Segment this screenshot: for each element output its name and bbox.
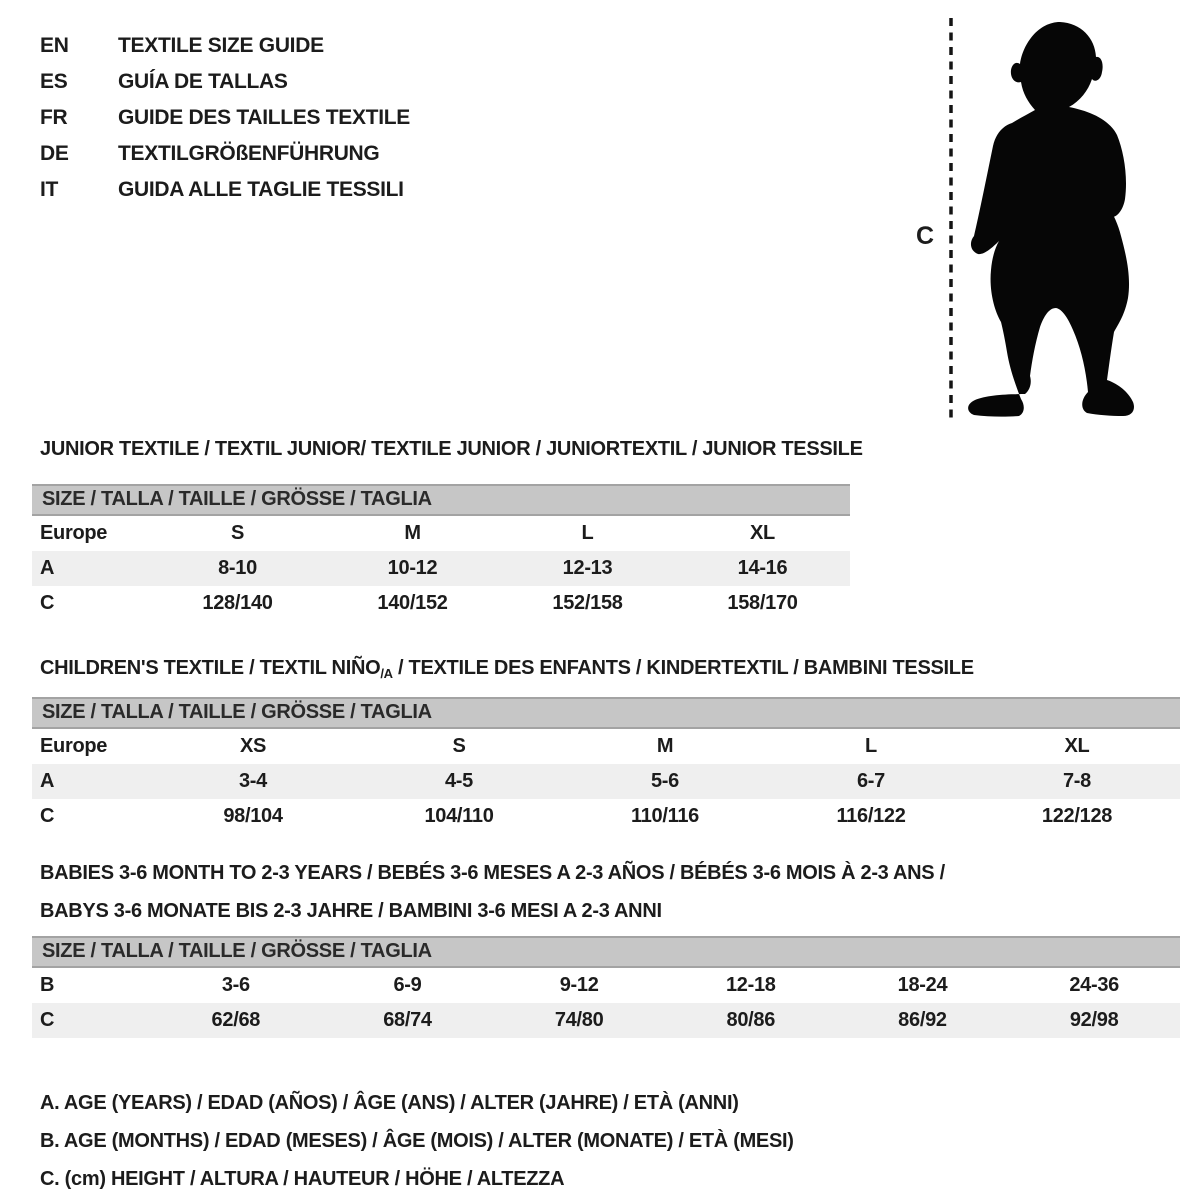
- header: [0, 0, 1200, 430]
- language-title: GUÍA DE TALLAS: [118, 70, 288, 93]
- row-label: A: [40, 557, 55, 579]
- language-code: ES: [40, 70, 68, 93]
- legend-line: C. (cm) HEIGHT / ALTURA / HAUTEUR / HÖHE / ALTEZZA: [40, 1168, 565, 1190]
- section-title: [40, 854, 1180, 930]
- legend: [40, 1084, 1180, 1198]
- title-text: / TEXTILE DES ENFANTS / KINDERTEXTIL / BAMBINI TESSILE: [392, 657, 974, 679]
- table-row: [32, 968, 1180, 1003]
- language-title: GUIDE DES TAILLES TEXTILE: [118, 106, 410, 129]
- size-cell: 110/116: [631, 805, 699, 827]
- language-title: TEXTILGRÖßENFÜHRUNG: [118, 142, 380, 165]
- size-cell: XL: [1064, 735, 1090, 757]
- row-label: A: [40, 770, 55, 792]
- size-header-bar: [32, 484, 850, 516]
- table-row: [32, 729, 1180, 764]
- measure-c-label: C: [916, 222, 934, 250]
- size-cell: 122/128: [1041, 805, 1113, 827]
- size-header-bar: [32, 936, 1180, 968]
- size-cell: 98/104: [223, 805, 283, 827]
- section-title-line: BABIES 3-6 MONTH TO 2-3 YEARS / BEBÉS 3-6 MESES A 2-3 AÑOS / BÉBÉS 3-6 MOIS À 2-3 ANS /: [40, 862, 945, 884]
- table-row: [32, 586, 850, 621]
- size-cell: 24-36: [1069, 974, 1119, 996]
- table-row: [32, 516, 850, 551]
- size-cell: 6-7: [856, 770, 885, 792]
- size-cell: 92/98: [1069, 1009, 1119, 1031]
- legend-line: B. AGE (MONTHS) / EDAD (MESES) / ÂGE (MOIS) / ALTER (MONATE) / ETÀ (MESI): [40, 1130, 794, 1152]
- size-cell: 104/110: [424, 805, 494, 827]
- language-code: FR: [40, 106, 68, 129]
- size-cell: 9-12: [559, 974, 599, 996]
- size-cell: 7-8: [1062, 770, 1091, 792]
- language-code: IT: [40, 178, 59, 201]
- size-cell: 86/92: [898, 1009, 947, 1031]
- language-row: [40, 28, 410, 64]
- size-header-label: SIZE / TALLA / TAILLE / GRÖSSE / TAGLIA: [42, 488, 432, 510]
- size-table-section-children: [32, 649, 1180, 834]
- size-cell: 12-13: [562, 557, 613, 579]
- size-cell: 6-9: [393, 974, 422, 996]
- size-table-section-junior: [32, 430, 1180, 621]
- size-cell: M: [404, 522, 421, 544]
- size-cell: 152/158: [552, 592, 623, 614]
- size-cell: XS: [239, 735, 267, 757]
- row-label: C: [40, 805, 55, 827]
- size-cell: 74/80: [554, 1009, 604, 1031]
- title-subscript: /A: [380, 666, 393, 681]
- size-cell: M: [656, 735, 674, 757]
- row-label: B: [40, 974, 55, 996]
- size-cell: 140/152: [377, 592, 448, 614]
- language-row: [40, 64, 410, 100]
- legend-line: A. AGE (YEARS) / EDAD (AÑOS) / ÂGE (ANS) / ALTER (JAHRE) / ETÀ (ANNI): [40, 1092, 739, 1114]
- size-table: [32, 729, 1180, 834]
- size-header-bar: [32, 697, 1180, 729]
- language-row: [40, 136, 410, 172]
- language-title-list: [40, 28, 410, 208]
- section-title-line: BABYS 3-6 MONATE BIS 2-3 JAHRE / BAMBINI 3-6 MESI A 2-3 ANNI: [40, 900, 662, 922]
- section-title-line: JUNIOR TEXTILE / TEXTIL JUNIOR/ TEXTILE JUNIOR / JUNIORTEXTIL / JUNIOR TESSILE: [40, 438, 863, 460]
- size-cell: 3-6: [221, 974, 250, 996]
- table-row: [32, 764, 1180, 799]
- language-row: [40, 100, 410, 136]
- section-title: [40, 649, 1180, 693]
- language-title: TEXTILE SIZE GUIDE: [118, 34, 324, 57]
- height-figure: [890, 10, 1160, 428]
- title-text: CHILDREN'S TEXTILE / TEXTIL NIÑO: [40, 657, 381, 679]
- size-cell: 68/74: [383, 1009, 432, 1031]
- size-cell: 14-16: [737, 557, 788, 579]
- language-code: EN: [40, 34, 69, 57]
- size-cell: 3-4: [238, 770, 267, 792]
- language-code: DE: [40, 142, 69, 165]
- size-cell: S: [452, 735, 466, 757]
- size-cell: S: [230, 522, 245, 544]
- table-row: [32, 799, 1180, 834]
- size-table-section-babies: [32, 854, 1180, 1038]
- size-cell: 8-10: [218, 557, 257, 579]
- size-cell: 128/140: [202, 592, 273, 614]
- row-label: C: [40, 1009, 55, 1031]
- size-header-label: SIZE / TALLA / TAILLE / GRÖSSE / TAGLIA: [42, 701, 432, 723]
- dashed-measure-line: [948, 18, 954, 418]
- size-cell: 18-24: [897, 974, 948, 996]
- size-cell: 5-6: [650, 770, 679, 792]
- size-header-label: SIZE / TALLA / TAILLE / GRÖSSE / TAGLIA: [42, 940, 432, 962]
- language-title: GUIDA ALLE TAGLIE TESSILI: [118, 178, 404, 201]
- size-tables: [32, 430, 1180, 1198]
- size-cell: 158/170: [727, 592, 798, 614]
- row-label: Europe: [40, 522, 108, 544]
- size-table: [32, 968, 1180, 1038]
- section-title: [40, 430, 1180, 468]
- size-cell: 10-12: [387, 557, 438, 579]
- size-cell: 62/68: [211, 1009, 261, 1031]
- table-row: [32, 551, 850, 586]
- row-label: Europe: [40, 735, 108, 757]
- section-title-line: [40, 649, 1180, 693]
- size-cell: 116/122: [836, 805, 906, 827]
- size-cell: L: [865, 735, 877, 757]
- language-row: [40, 172, 410, 208]
- row-label: C: [40, 592, 55, 614]
- size-cell: L: [581, 522, 594, 544]
- size-cell: 4-5: [444, 770, 473, 792]
- toddler-silhouette-icon: [962, 18, 1140, 423]
- size-table: [32, 516, 850, 621]
- size-cell: 80/86: [726, 1009, 776, 1031]
- table-row: [32, 1003, 1180, 1038]
- size-cell: XL: [750, 522, 775, 544]
- size-cell: 12-18: [725, 974, 776, 996]
